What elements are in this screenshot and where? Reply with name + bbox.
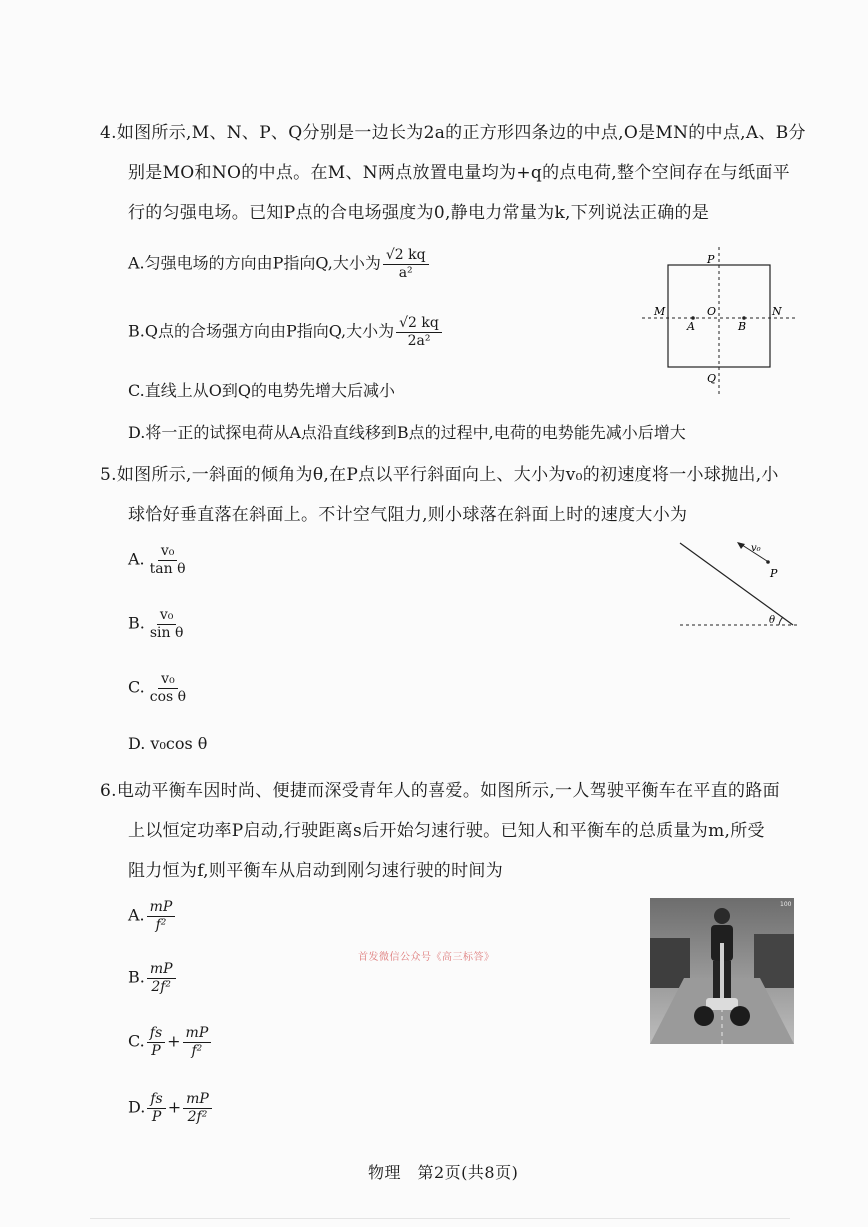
page-footer: 物理 第2页(共8页) [368,1163,519,1182]
q4-line1: 4.如图所示,M、N、P、Q分别是一边长为2a的正方形四条边的中点,O是MN的中点,A、B分 [100,123,806,143]
q6-line1: 6.电动平衡车因时尚、便捷而深受青年人的喜爱。如图所示,一人驾驶平衡车在平直的路面 [100,781,780,801]
q4-line2: 别是MO和NO的中点。在M、N两点放置电量均为+q的点电荷,整个空间存在与纸面平 [128,163,790,183]
q5-option-c: C. $\frac{\text{v₀}}{\text{cos θ}}$ [128,671,187,705]
label-m: M [654,305,666,318]
q4-option-a-fraction: $\frac{√2 kq}{\text{a²}}$ [383,248,429,280]
segway-wheel-left [694,1006,714,1026]
rider-leg-left [713,961,720,999]
q4-option-d: D.将一正的试探电荷从A点沿直线移到B点的过程中,电荷的电势能先减小后增大 [128,423,686,442]
q6-option-a: A. $\frac{mP}{\text{f²}}$ [128,900,177,932]
label-q: Q [707,372,717,385]
q6-line2: 上以恒定功率P启动,行驶距离s后开始匀速行驶。已知人和平衡车的总质量为m,所受 [128,821,765,841]
q4-option-b-fraction: $\frac{√2 kq}{\text{2a²}}$ [396,316,442,348]
q4-square-figure [640,245,800,400]
label-n: N [772,305,782,318]
q5-option-a: A. $\frac{\text{v₀}}{\text{tan θ}}$ [128,543,186,577]
label-p: P [707,253,715,266]
rider-leg-right [724,961,731,999]
q6-option-b: B. $\frac{mP}{\text{2f²}}$ [128,962,178,994]
q5-number: 5. [100,465,117,485]
q4-option-a: A.匀强电场的方向由P指向Q,大小为 $\frac{√2 kq}{\text{a²}}$ [128,248,431,280]
q5-line2: 球恰好垂直落在斜面上。不计空气阻力,则小球落在斜面上时的速度大小为 [128,505,688,525]
segway-base [706,998,738,1010]
q5-option-b: B. $\frac{\text{v₀}}{\text{sin θ}}$ [128,607,184,641]
label-a: A [687,320,695,333]
q6-option-c: C. $\frac{fs}{P}$ + $\frac{mP}{\text{f²}}$ [128,1026,213,1058]
angle-arc [779,617,783,625]
q5-line1: 5.如图所示,一斜面的倾角为θ,在P点以平行斜面向上、大小为v₀的初速度将一小球抛出,小 [100,465,779,485]
q4-option-c: C.直线上从O到Q的电势先增大后减小 [128,381,395,400]
watermark-text: 首发微信公众号《高三标答》 [358,952,495,963]
q6-option-d: D. $\frac{fs}{P}$ + $\frac{mP}{\text{2f²}}$ [128,1092,214,1124]
q4-number: 4. [100,123,117,143]
q5-incline-figure [675,535,805,635]
label-o: O [707,305,717,318]
incline-line [680,543,793,625]
label-theta: θ [769,615,776,626]
segway-wheel-right [730,1006,750,1026]
q6-line3: 阻力恒为f,则平衡车从启动到刚匀速行驶的时间为 [128,861,503,881]
label-p: P [770,567,778,580]
point-p-dot [766,560,770,564]
q4-line3: 行的匀强电场。已知P点的合电场强度为0,静电力常量为k,下列说法正确的是 [128,203,710,223]
segway-handlebar [720,943,724,1003]
q5-option-d: D. v₀cos θ [128,734,208,753]
bottom-rule [90,1218,790,1219]
q4-option-b: B.Q点的合场强方向由P指向Q,大小为 $\frac{√2 kq}{\text{2a²}}$ [128,316,444,348]
label-v0: v₀ [751,543,761,554]
photo-corner-mark: 100 [780,901,792,908]
q6-number: 6. [100,781,117,801]
velocity-arrow-head [737,542,745,549]
label-b: B [738,320,747,333]
rider-head [714,908,730,924]
q6-segway-photo [650,898,794,1044]
